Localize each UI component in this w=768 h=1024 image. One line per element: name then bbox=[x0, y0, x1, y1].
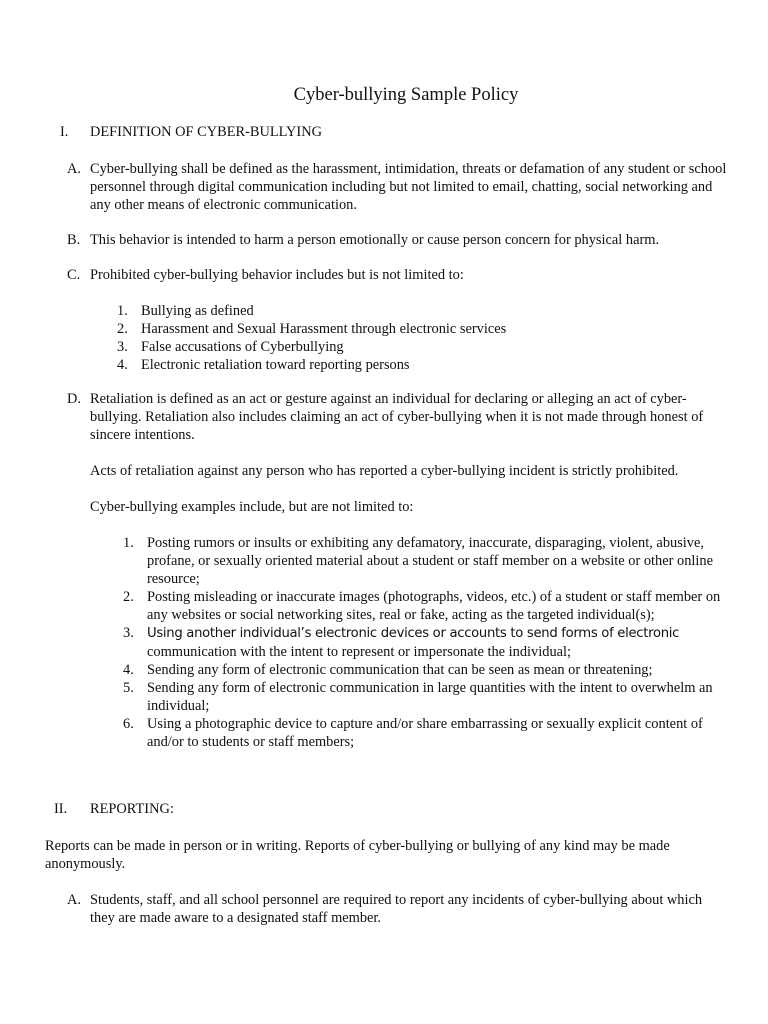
list-item-number: 3. bbox=[117, 339, 128, 355]
list-item bbox=[123, 624, 725, 661]
list-item-number: 1. bbox=[123, 535, 134, 551]
list-item-text: False accusations of Cyberbullying bbox=[141, 339, 344, 355]
list-item bbox=[117, 302, 721, 320]
item-d-text: Retaliation is defined as an act or gesture against an individual for declaring or alleging an act of cyber-bullying. Retaliation also includes claiming an act of cyber-bullying when it is not made through honest of sincere intentions. bbox=[90, 391, 704, 443]
list-item bbox=[123, 588, 725, 624]
section-2-number: II. bbox=[54, 801, 68, 817]
item-b-letter: B. bbox=[67, 232, 81, 248]
list-item bbox=[123, 715, 725, 751]
section-2-item-a-text: Students, staff, and all school personnel are required to report any incidents of cyber-bullying about which they are made aware to a designated staff member. bbox=[90, 892, 703, 926]
list-item-text: Sending any form of electronic communication in large quantities with the intent to overwhelm an individual; bbox=[147, 680, 713, 714]
list-item-text: Using a photographic device to capture and/or share embarrassing or sexually explicit content of and/or to students or staff members; bbox=[147, 716, 703, 750]
list-item-text: Posting misleading or inaccurate images (photographs, videos, etc.) of a student or staff member on any websites or social networking sites, real or fake, acting as the targeted individual(s); bbox=[147, 589, 721, 623]
item-c-text: Prohibited cyber-bullying behavior includes but is not limited to: bbox=[90, 267, 464, 283]
retaliation-prohibited-text: Acts of retaliation against any person who has reported a cyber-bullying incident is strictly prohibited. bbox=[90, 463, 679, 479]
list-item bbox=[117, 356, 721, 374]
list-item-text: Electronic retaliation toward reporting persons bbox=[141, 357, 410, 373]
section-2-heading: REPORTING: bbox=[90, 801, 174, 817]
list-item-number: 2. bbox=[123, 589, 134, 605]
reporting-intro-text: Reports can be made in person or in writing. Reports of cyber-bullying or bullying of any kind may be made anonymously. bbox=[45, 838, 670, 872]
section-1-heading: DEFINITION OF CYBER-BULLYING bbox=[90, 124, 322, 140]
section-2-item-a-letter: A. bbox=[67, 892, 81, 908]
list-item bbox=[123, 534, 725, 588]
list-item-number: 5. bbox=[123, 680, 134, 696]
item-b-text: This behavior is intended to harm a person emotionally or cause person concern for physical harm. bbox=[90, 232, 660, 248]
item-d-letter: D. bbox=[67, 391, 81, 407]
cyberbullying-examples-list bbox=[123, 534, 725, 751]
list-item-text: Posting rumors or insults or exhibiting any defamatory, inaccurate, disparaging, violent, abusive, profane, or sexually oriented material about a student or staff member on a website or other online resource; bbox=[147, 535, 713, 587]
document-title: Cyber-bullying Sample Policy bbox=[293, 85, 519, 105]
list-item-text-part-1: Using another individual’s electronic devices or accounts to send forms of electronic bbox=[147, 626, 680, 641]
examples-intro-text: Cyber-bullying examples include, but are not limited to: bbox=[90, 499, 414, 515]
item-c-letter: C. bbox=[67, 267, 81, 283]
list-item-number: 1. bbox=[117, 303, 128, 319]
list-item-text: Bullying as defined bbox=[141, 303, 254, 319]
list-item-number: 3. bbox=[123, 625, 134, 641]
list-item-number: 4. bbox=[123, 662, 134, 678]
item-a-text: Cyber-bullying shall be defined as the harassment, intimidation, threats or defamation of any student or school personnel through digital communication including but not limited to email, chatting, social networking and any other means of electronic communication. bbox=[90, 161, 727, 213]
list-item bbox=[123, 661, 725, 679]
item-a-letter: A. bbox=[67, 161, 81, 177]
list-item-text-part-2: communication with the intent to represent or impersonate the individual; bbox=[147, 644, 572, 660]
prohibited-behaviors-list bbox=[117, 302, 721, 374]
list-item-number: 2. bbox=[117, 321, 128, 337]
list-item bbox=[117, 338, 721, 356]
list-item bbox=[117, 320, 721, 338]
list-item-number: 4. bbox=[117, 357, 128, 373]
list-item-number: 6. bbox=[123, 716, 134, 732]
list-item-text: Sending any form of electronic communication that can be seen as mean or threatening; bbox=[147, 662, 653, 678]
list-item bbox=[123, 679, 725, 715]
list-item-text: Harassment and Sexual Harassment through electronic services bbox=[141, 321, 507, 337]
section-1-number: I. bbox=[60, 124, 69, 140]
